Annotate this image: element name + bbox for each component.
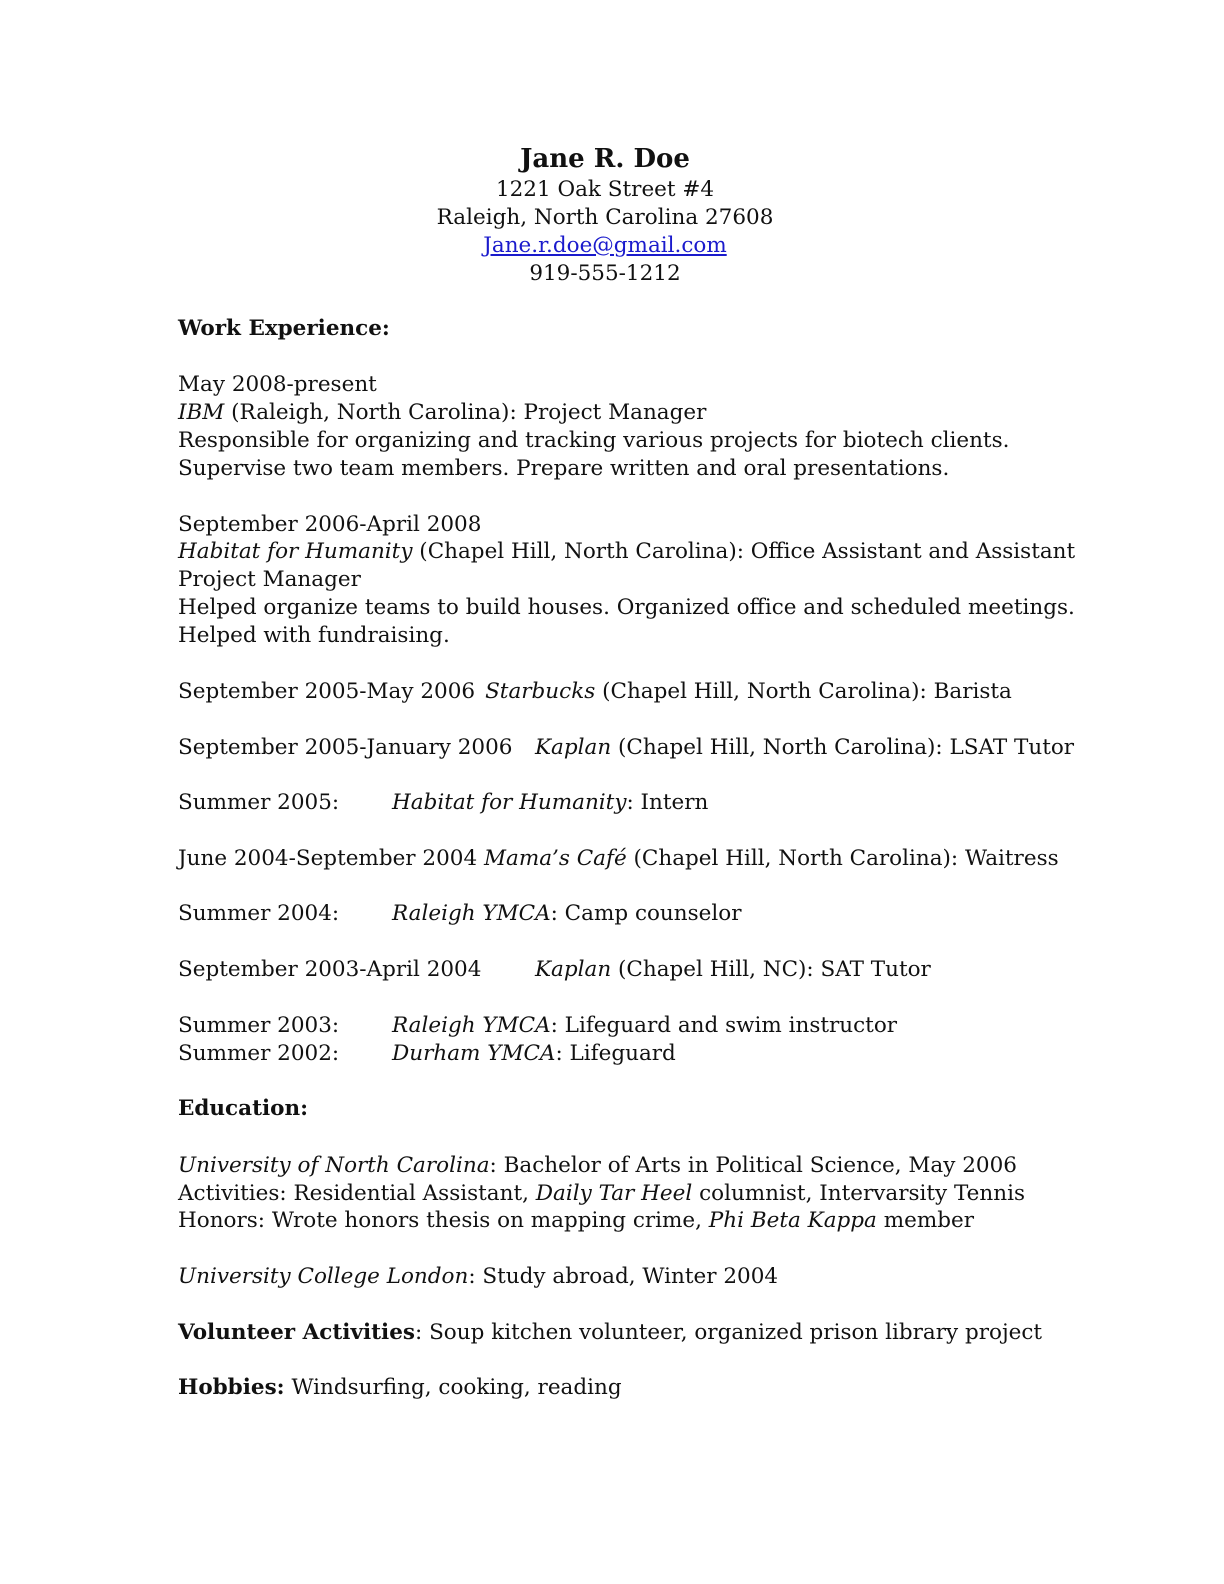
job-ymca-2003-company: Raleigh YMCA [392,1013,551,1038]
job-ymca-2004-role: : Camp counselor [550,901,742,926]
job-durham-2002-role: : Lifeguard [555,1041,676,1066]
edu-ucl-text: : Study abroad, Winter 2004 [468,1264,779,1289]
job-habitat-intern-dates: Summer 2005: [178,790,340,815]
job-durham-2002 [392,1040,676,1068]
job-habitat-desc-1: Helped organize teams to build houses. Organized office and scheduled meetings. [178,595,1075,620]
edu-ucl [178,1263,778,1291]
job-ymca-2004 [392,900,741,928]
job-mamas-company: Mama’s Café [483,846,627,871]
edu-unc-honors-post: member [876,1208,974,1233]
job-kaplan-sat [535,956,931,984]
education-heading: Education: [178,1096,309,1121]
job-habitat-title [178,538,1075,566]
job-habitat-intern-role: : Intern [626,790,709,815]
edu-ucl-school: University College London [178,1264,469,1289]
edu-unc-honors-pre: Honors: Wrote honors thesis on mapping crime, [178,1208,709,1233]
job-mamas-role: (Chapel Hill, North Carolina): Waitress [626,846,1059,871]
job-kaplan-sat-dates: September 2003-April 2004 [178,957,482,982]
job-ibm-company: IBM [178,400,225,425]
job-ibm-title [178,399,706,427]
job-durham-2002-company: Durham YMCA [392,1041,556,1066]
volunteer-label: Volunteer Activities [178,1320,415,1345]
job-habitat-company: Habitat for Humanity [178,539,413,564]
job-habitat-intern-company: Habitat for Humanity [392,790,627,815]
job-kaplan-lsat-dates: September 2005-January 2006 [178,735,513,760]
work-experience-heading: Work Experience: [178,316,390,341]
hobbies-label: Hobbies: [178,1375,285,1400]
edu-unc-school: University of North Carolina [178,1153,490,1178]
job-starbucks [178,678,1012,706]
job-mamas [178,845,1059,873]
edu-unc-activities-pre: Activities: Residential Assistant, [178,1181,536,1206]
job-starbucks-company: Starbucks [485,679,596,704]
job-kaplan-sat-role: (Chapel Hill, NC): SAT Tutor [611,957,931,982]
job-mamas-dates: June 2004-September 2004 [178,846,478,871]
job-habitat-role-cont: Project Manager [178,567,361,592]
job-habitat-intern [392,789,708,817]
edu-unc-activities-post: columnist, Intervarsity Tennis [692,1181,1025,1206]
edu-unc-activities-paper: Daily Tar Heel [535,1181,693,1206]
job-ibm-desc-1: Responsible for organizing and tracking various projects for biotech clients. [178,428,1010,453]
address-street: 1221 Oak Street #4 [495,177,715,202]
edu-unc-degree [178,1152,1017,1180]
job-ibm-dates: May 2008-present [178,372,377,397]
job-starbucks-role: (Chapel Hill, North Carolina): Barista [595,679,1012,704]
job-ymca-2004-dates: Summer 2004: [178,901,340,926]
email-line [0,232,1210,260]
email-link[interactable]: Jane.r.doe@gmail.com [483,233,727,258]
job-kaplan-sat-company: Kaplan [535,957,612,982]
volunteer-text: : Soup kitchen volunteer, organized prison library project [415,1320,1043,1345]
resume-name: Jane R. Doe [520,144,690,174]
edu-unc-activities [178,1180,1025,1208]
edu-unc-honors-society: Phi Beta Kappa [708,1208,877,1233]
hobbies [178,1374,622,1402]
job-starbucks-dates: September 2005-May 2006 [178,679,476,704]
job-ibm-desc-2: Supervise two team members. Prepare written and oral presentations. [178,456,950,481]
phone-number: 919-555-1212 [529,261,681,286]
hobbies-text: Windsurfing, cooking, reading [284,1375,622,1400]
job-kaplan-lsat-company: Kaplan [535,735,612,760]
job-ymca-2003 [392,1012,897,1040]
address-city: Raleigh, North Carolina 27608 [436,205,774,230]
job-kaplan-lsat-role: (Chapel Hill, North Carolina): LSAT Tutor [611,735,1075,760]
edu-unc-degree-text: : Bachelor of Arts in Political Science, May 2006 [489,1153,1017,1178]
job-habitat-desc-2: Helped with fundraising. [178,623,450,648]
job-ibm-role: (Raleigh, North Carolina): Project Manager [224,400,707,425]
job-habitat-dates: September 2006-April 2008 [178,512,482,537]
job-ymca-2003-dates: Summer 2003: [178,1013,340,1038]
edu-unc-honors [178,1207,974,1235]
volunteer-activities [178,1319,1042,1347]
job-ymca-2003-role: : Lifeguard and swim instructor [550,1013,898,1038]
job-habitat-role: (Chapel Hill, North Carolina): Office Assistant and Assistant [412,539,1076,564]
job-kaplan-lsat [535,734,1074,762]
job-durham-2002-dates: Summer 2002: [178,1041,340,1066]
job-ymca-2004-company: Raleigh YMCA [392,901,551,926]
